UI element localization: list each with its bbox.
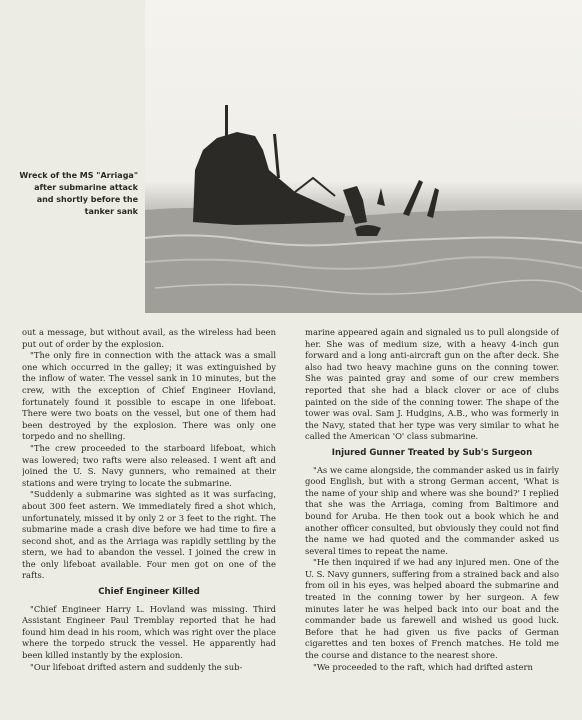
paragraph: marine appeared again and signaled us to pull alongside of her. She was of medium size, with a heavy 4-inch gun forward and a long anti-aircraft gun on the after deck. She also had two heavy machine guns on the conning tower. She was painted gray and some of our crew members reported that she had a black clover or ace of clubs painted on the side of the conning tower. The shape of the tower was oval. Sam J. Hudgins, A.B., who was formerly in the Navy, stated that her type was very similar to what he called the American 'O' class submarine. <box>305 327 559 442</box>
paragraph: out a message, but without avail, as the wireless had been put out of order by the explosion. <box>22 327 276 349</box>
photo-caption: Wreck of the MS "Arriaga" after submarine attack and shortly before the tanker sank <box>19 171 138 216</box>
section-heading: Chief Engineer Killed <box>98 587 200 598</box>
section-heading: Injured Gunner Treated by Sub's Surgeon <box>331 447 533 458</box>
paragraph: "We proceeded to the raft, which had drifted astern <box>313 661 533 672</box>
paragraph: "The only fire in connection with the attack was a small one which occurred in the galley; it was extinguished by the inflow of water. The vessel sank in 10 minutes, but the crew, with the exception of Chief Engineer Hovland, fortunately found it possible to escape in one lifeboat. There were two boats on the vessel, but one of them had been destroyed by the explosion. There was only one torpedo and no shelling. <box>22 350 276 442</box>
paragraph: "As we came alongside, the commander asked us in fairly good English, but with a strong German accent, 'What is the name of your ship and where was she bound?' I replied that she was the Arriaga, coming from Baltimore and bound for Aruba. He then took out a book which he and another officer consulted, but obviously they could not find the name we had quoted and the commander asked us several times to repeat the name. <box>305 464 559 556</box>
paragraph: "The crew proceeded to the starboard lifeboat, which was lowered; two rafts were also released. I went aft and joined the U. S. Navy gunners, who remained at their stations and were trying to locate the submarine. <box>22 442 276 488</box>
wreck-photo <box>145 0 582 313</box>
paragraph: "He then inquired if we had any injured men. One of the U. S. Navy gunners, suffering from a strained back and also from oil in his eyes, was helped aboard the submarine and treated in the conning tower by her surgeon. A few minutes later he was helped back into our boat and the commander bade us farewell and wished us good luck. Before that he had given us five packs of German cigarettes and ten boxes of French matches. He told me the course and distance to the nearest shore. <box>305 557 559 661</box>
right-column <box>305 327 559 720</box>
paragraph: "Our lifeboat drifted astern and suddenly the sub- <box>30 661 243 672</box>
paragraph: "Chief Engineer Harry L. Hovland was missing. Third Assistant Engineer Paul Tremblay reported that he had found him dead in his room, which was right over the place where the torpedo struck the vessel. He apparently had been killed instantly by the explosion. <box>22 603 276 661</box>
paragraph: "Suddenly a submarine was sighted as it was surfacing, about 300 feet astern. We immediately fired a shot which, unfortunately, missed it by only 2 or 3 feet to the right. The submarine made a crash dive before we had time to fire a second shot, and as the Arriaga was rapidly settling by the stern, we had to abandon the vessel. I joined the crew in the only lifeboat available. Four men got on one of the rafts. <box>22 489 276 581</box>
left-column <box>22 327 276 720</box>
